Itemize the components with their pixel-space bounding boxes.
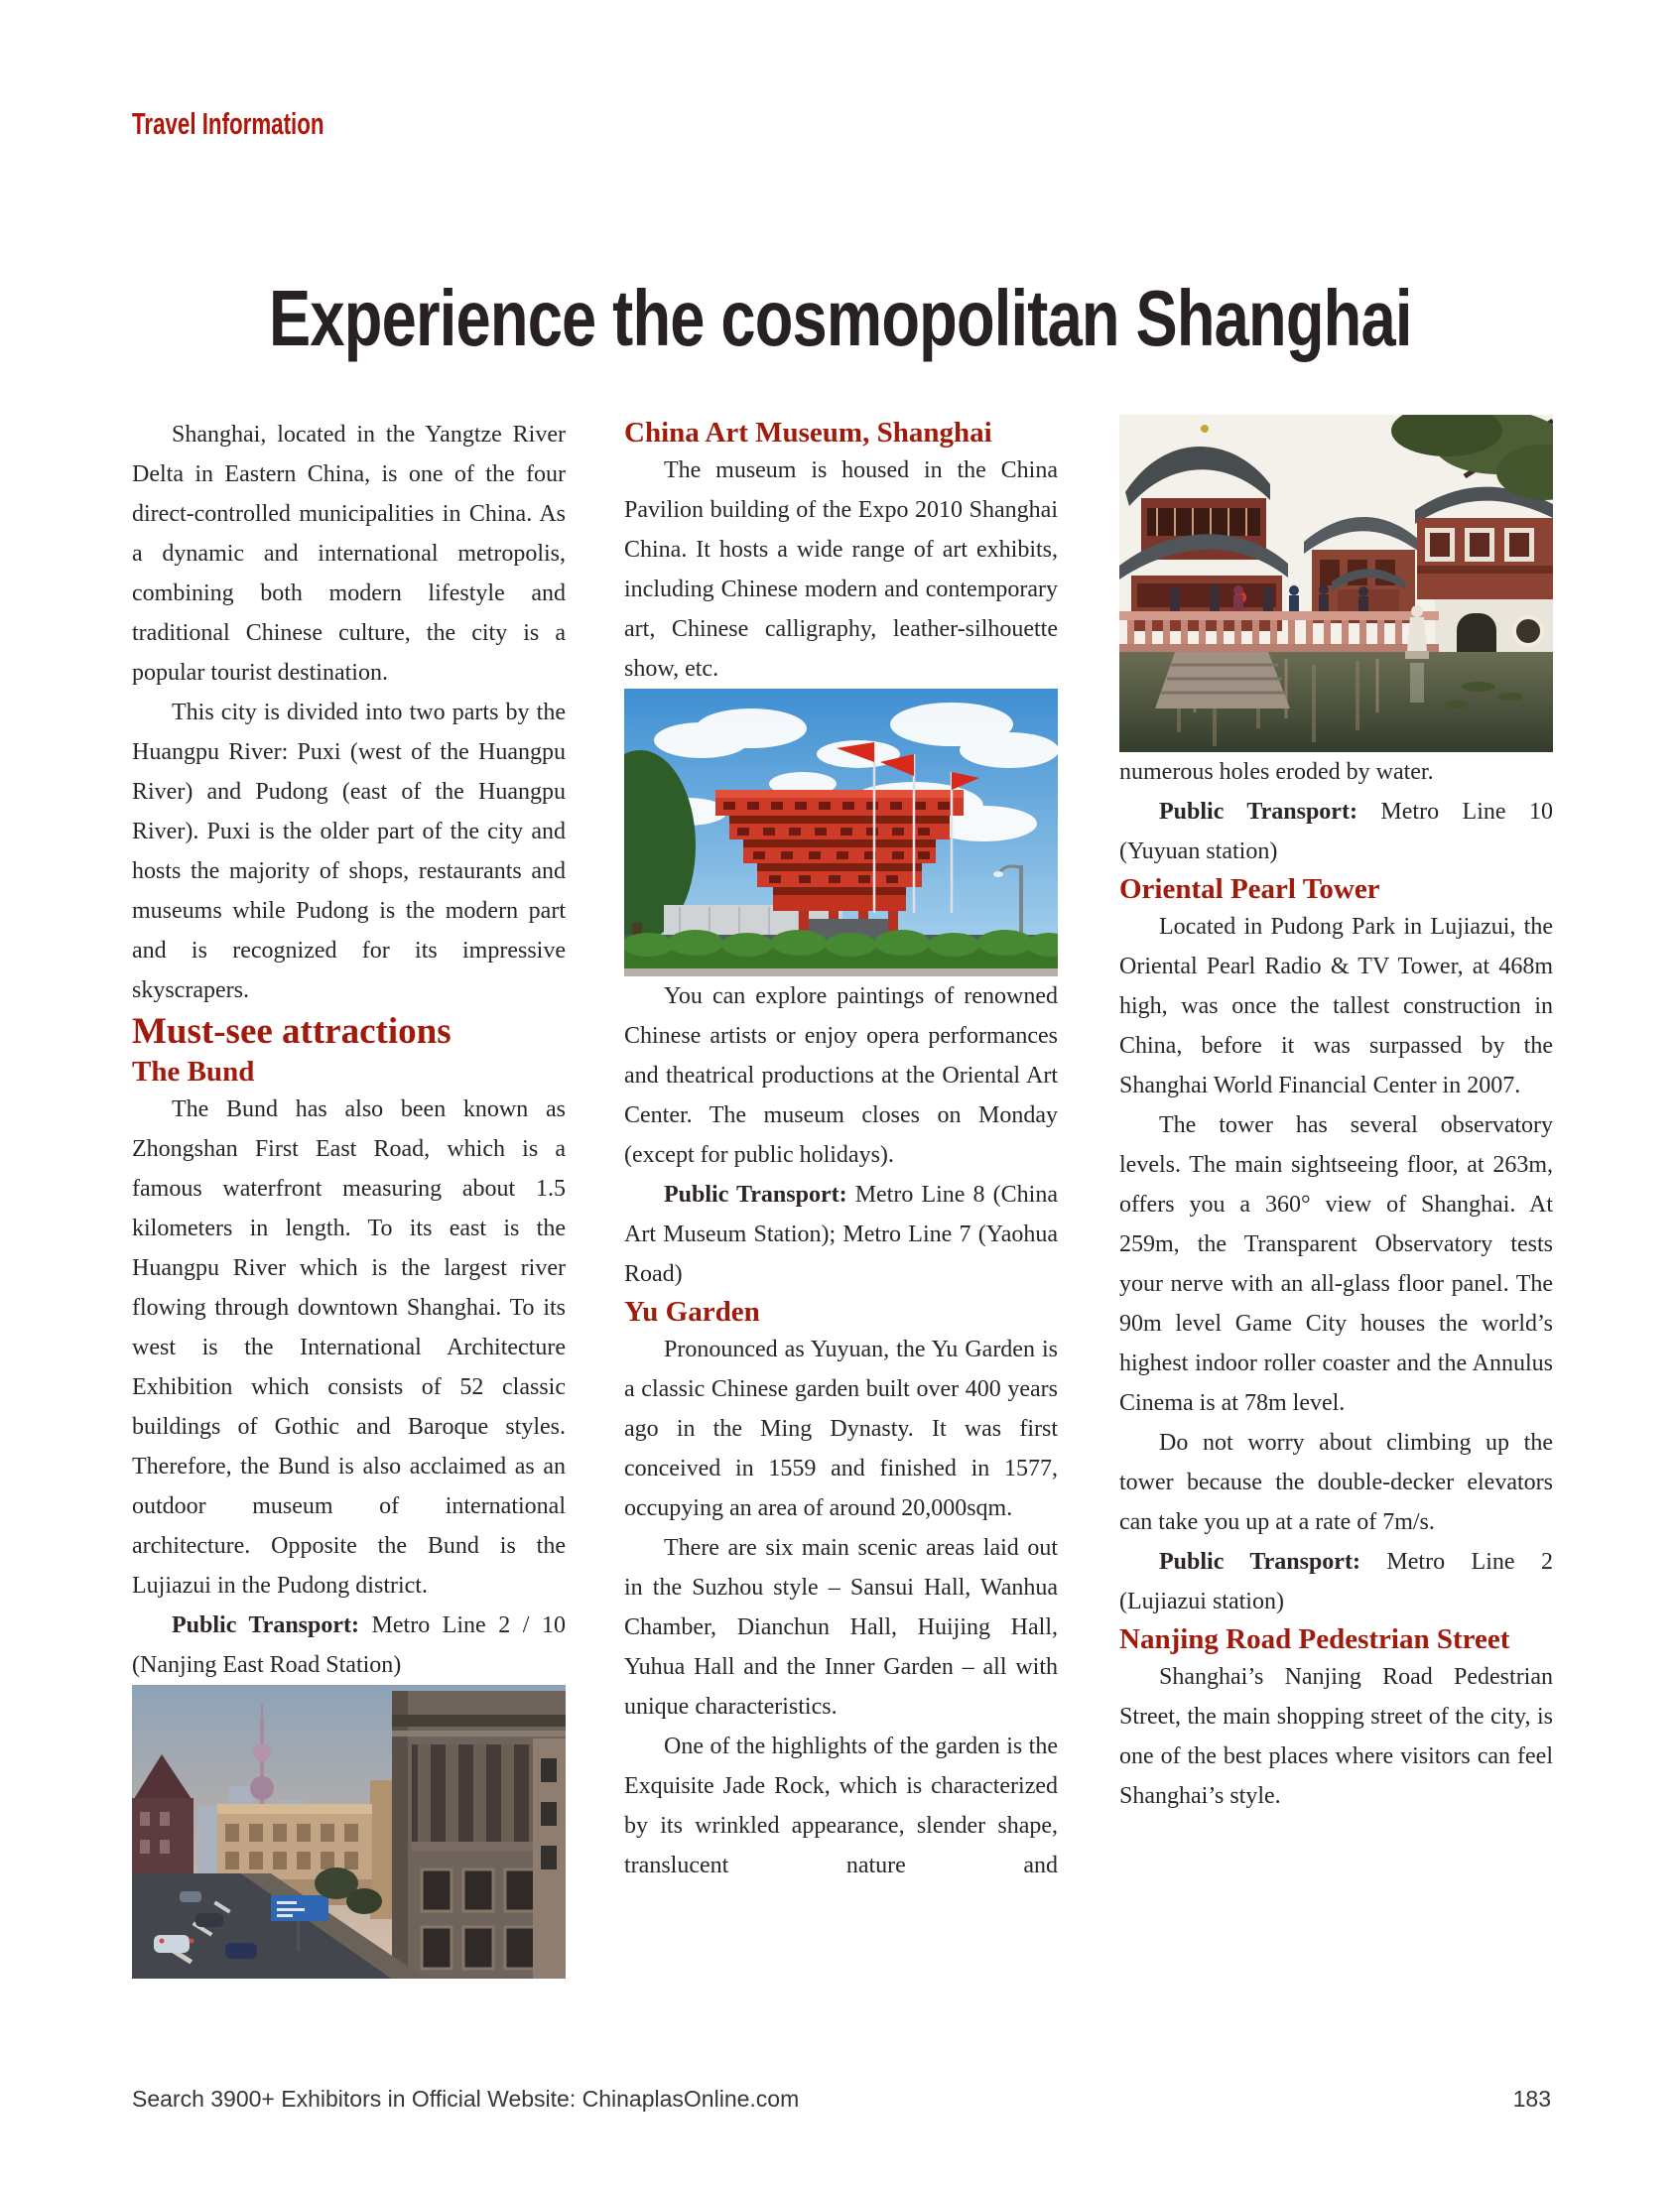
eyebrow-label: Travel Information [132,106,324,141]
pearl-tower-heading: Oriental Pearl Tower [1119,873,1380,905]
pearl-tower-transport-line [1119,1542,1553,1621]
china-art-museum-transport-line [624,1175,1058,1294]
bund-heading: The Bund [132,1056,255,1088]
yu-garden-illustration [1119,415,1553,752]
china-art-museum-illustration [624,689,1058,976]
pearl-tower-paragraph-2: The tower has several observatory levels. The main sightseeing floor, at 263m, offers you a 360° view of Shanghai. At 259m, the Transparent Observatory tests your nerve with an all-glass floor panel. The 90m level Game City houses the world’s highest indoor roller coaster and the Annulus Cinema is at 78m level. [1119,1112,1553,1416]
pearl-tower-paragraph-1: Located in Pudong Park in Lujiazui, the Oriental Pearl Radio & TV Tower, at 468m high, was once the tallest construction in China, before it was surpassed by the Shanghai World Financial Center in 2007. [1119,914,1553,1098]
nanjing-road-paragraph: Shanghai’s Nanjing Road Pedestrian Street, the main shopping street of the city, is one of the best places where visitors can feel Shanghai’s style. [1119,1664,1553,1809]
yu-garden-heading: Yu Garden [624,1296,760,1328]
bund-transport-label: Public Transport: [172,1612,359,1638]
yu-garden-paragraph-1: Pronounced as Yuyuan, the Yu Garden is a classic Chinese garden built over 400 years ago in the Ming Dynasty. It was first conceived in 1559 and finished in 1577, occupying an area of around 20,000sqm. [624,1337,1058,1521]
yu-garden-transport-line [1119,792,1553,871]
yu-garden-paragraph-2: There are six main scenic areas laid out in the Suzhou style – Sansui Hall, Wanhua Chamber, Dianchun Hall, Huijing Hall, Yuhua Hall and the Inner Garden – all with unique characteristics. [624,1535,1058,1720]
yu-garden-transport-value: Metro Line 10 (Yuyuan station) [1119,799,1553,864]
page-footer [132,2084,1551,2114]
china-art-museum-heading: China Art Museum, Shanghai [624,417,992,449]
yu-garden-continuation: numerous holes eroded by water. [1119,759,1434,785]
bund-paragraph: The Bund has also been known as Zhongshan First East Road, which is a famous waterfront measuring about 1.5 kilometers in length. To its east is the Huangpu River which is the largest river flowing through downtown Shanghai. To its west is the International Architecture Exhibition which consists of 52 classic buildings of Gothic and Baroque styles. Therefore, the Bund is also acclaimed as an outdoor museum of international architecture. Opposite the Bund is the Lujiazui in the Pudong district. [132,1096,566,1599]
china-art-museum-transport-label: Public Transport: [664,1182,847,1208]
china-art-museum-paragraph-2: You can explore paintings of renowned Chinese artists or enjoy opera performances and theatrical productions at the Oriental Art Center. The museum closes on Monday (except for public holidays). [624,983,1058,1168]
page-title: Experience the cosmopolitan Shanghai [268,274,1412,362]
must-see-heading: Must-see attractions [132,1011,452,1052]
china-art-museum-photo [624,689,1058,976]
bund-photo-illustration [132,1685,566,1979]
pearl-tower-transport-value: Metro Line 2 (Lujiazui station) [1119,1549,1553,1614]
bund-transport-value: Metro Line 2 / 10 (Nanjing East Road Station) [132,1612,566,1678]
china-art-museum-transport-value: Metro Line 8 (China Art Museum Station); Metro Line 7 (Yaohua Road) [624,1182,1058,1287]
yu-garden-paragraph-3: One of the highlights of the garden is the Exquisite Jade Rock, which is characterized by its wrinkled appearance, slender shape, translucent nature and [624,1734,1058,1878]
pearl-tower-transport-label: Public Transport: [1159,1549,1360,1575]
bund-transport-line [132,1606,566,1685]
intro-paragraph-1: Shanghai, located in the Yangtze River Delta in Eastern China, is one of the four direct-controlled municipalities in China. As a dynamic and international metropolis, combining both modern lifestyle and traditional Chinese culture, the city is a popular tourist destination. [132,422,566,686]
page-number: 183 [1512,2086,1551,2112]
bund-photo [132,1685,566,1979]
column-right [1119,415,1553,1816]
page-title-row [0,274,1680,362]
intro-paragraph-2: This city is divided into two parts by the Huangpu River: Puxi (west of the Huangpu River) and Pudong (east of the Huangpu River). Puxi is the older part of the city and hosts the majority of shops, restaurants and museums while Pudong is the modern part and is recognized for its impressive skyscrapers. [132,700,566,1003]
china-art-museum-paragraph-1: The museum is housed in the China Pavilion building of the Expo 2010 Shanghai China. It hosts a wide range of art exhibits, including Chinese modern and contemporary art, Chinese calligraphy, leather-silhouette show, etc. [624,457,1058,682]
column-middle [624,415,1058,1885]
column-left [132,415,566,1979]
yu-garden-photo [1119,415,1553,752]
nanjing-road-heading: Nanjing Road Pedestrian Street [1119,1623,1510,1655]
pearl-tower-paragraph-3: Do not worry about climbing up the tower because the double-decker elevators can take you up at a rate of 7m/s. [1119,1430,1553,1535]
footer-text: Search 3900+ Exhibitors in Official Website: ChinaplasOnline.com [132,2086,800,2112]
yu-garden-transport-label: Public Transport: [1159,799,1357,825]
